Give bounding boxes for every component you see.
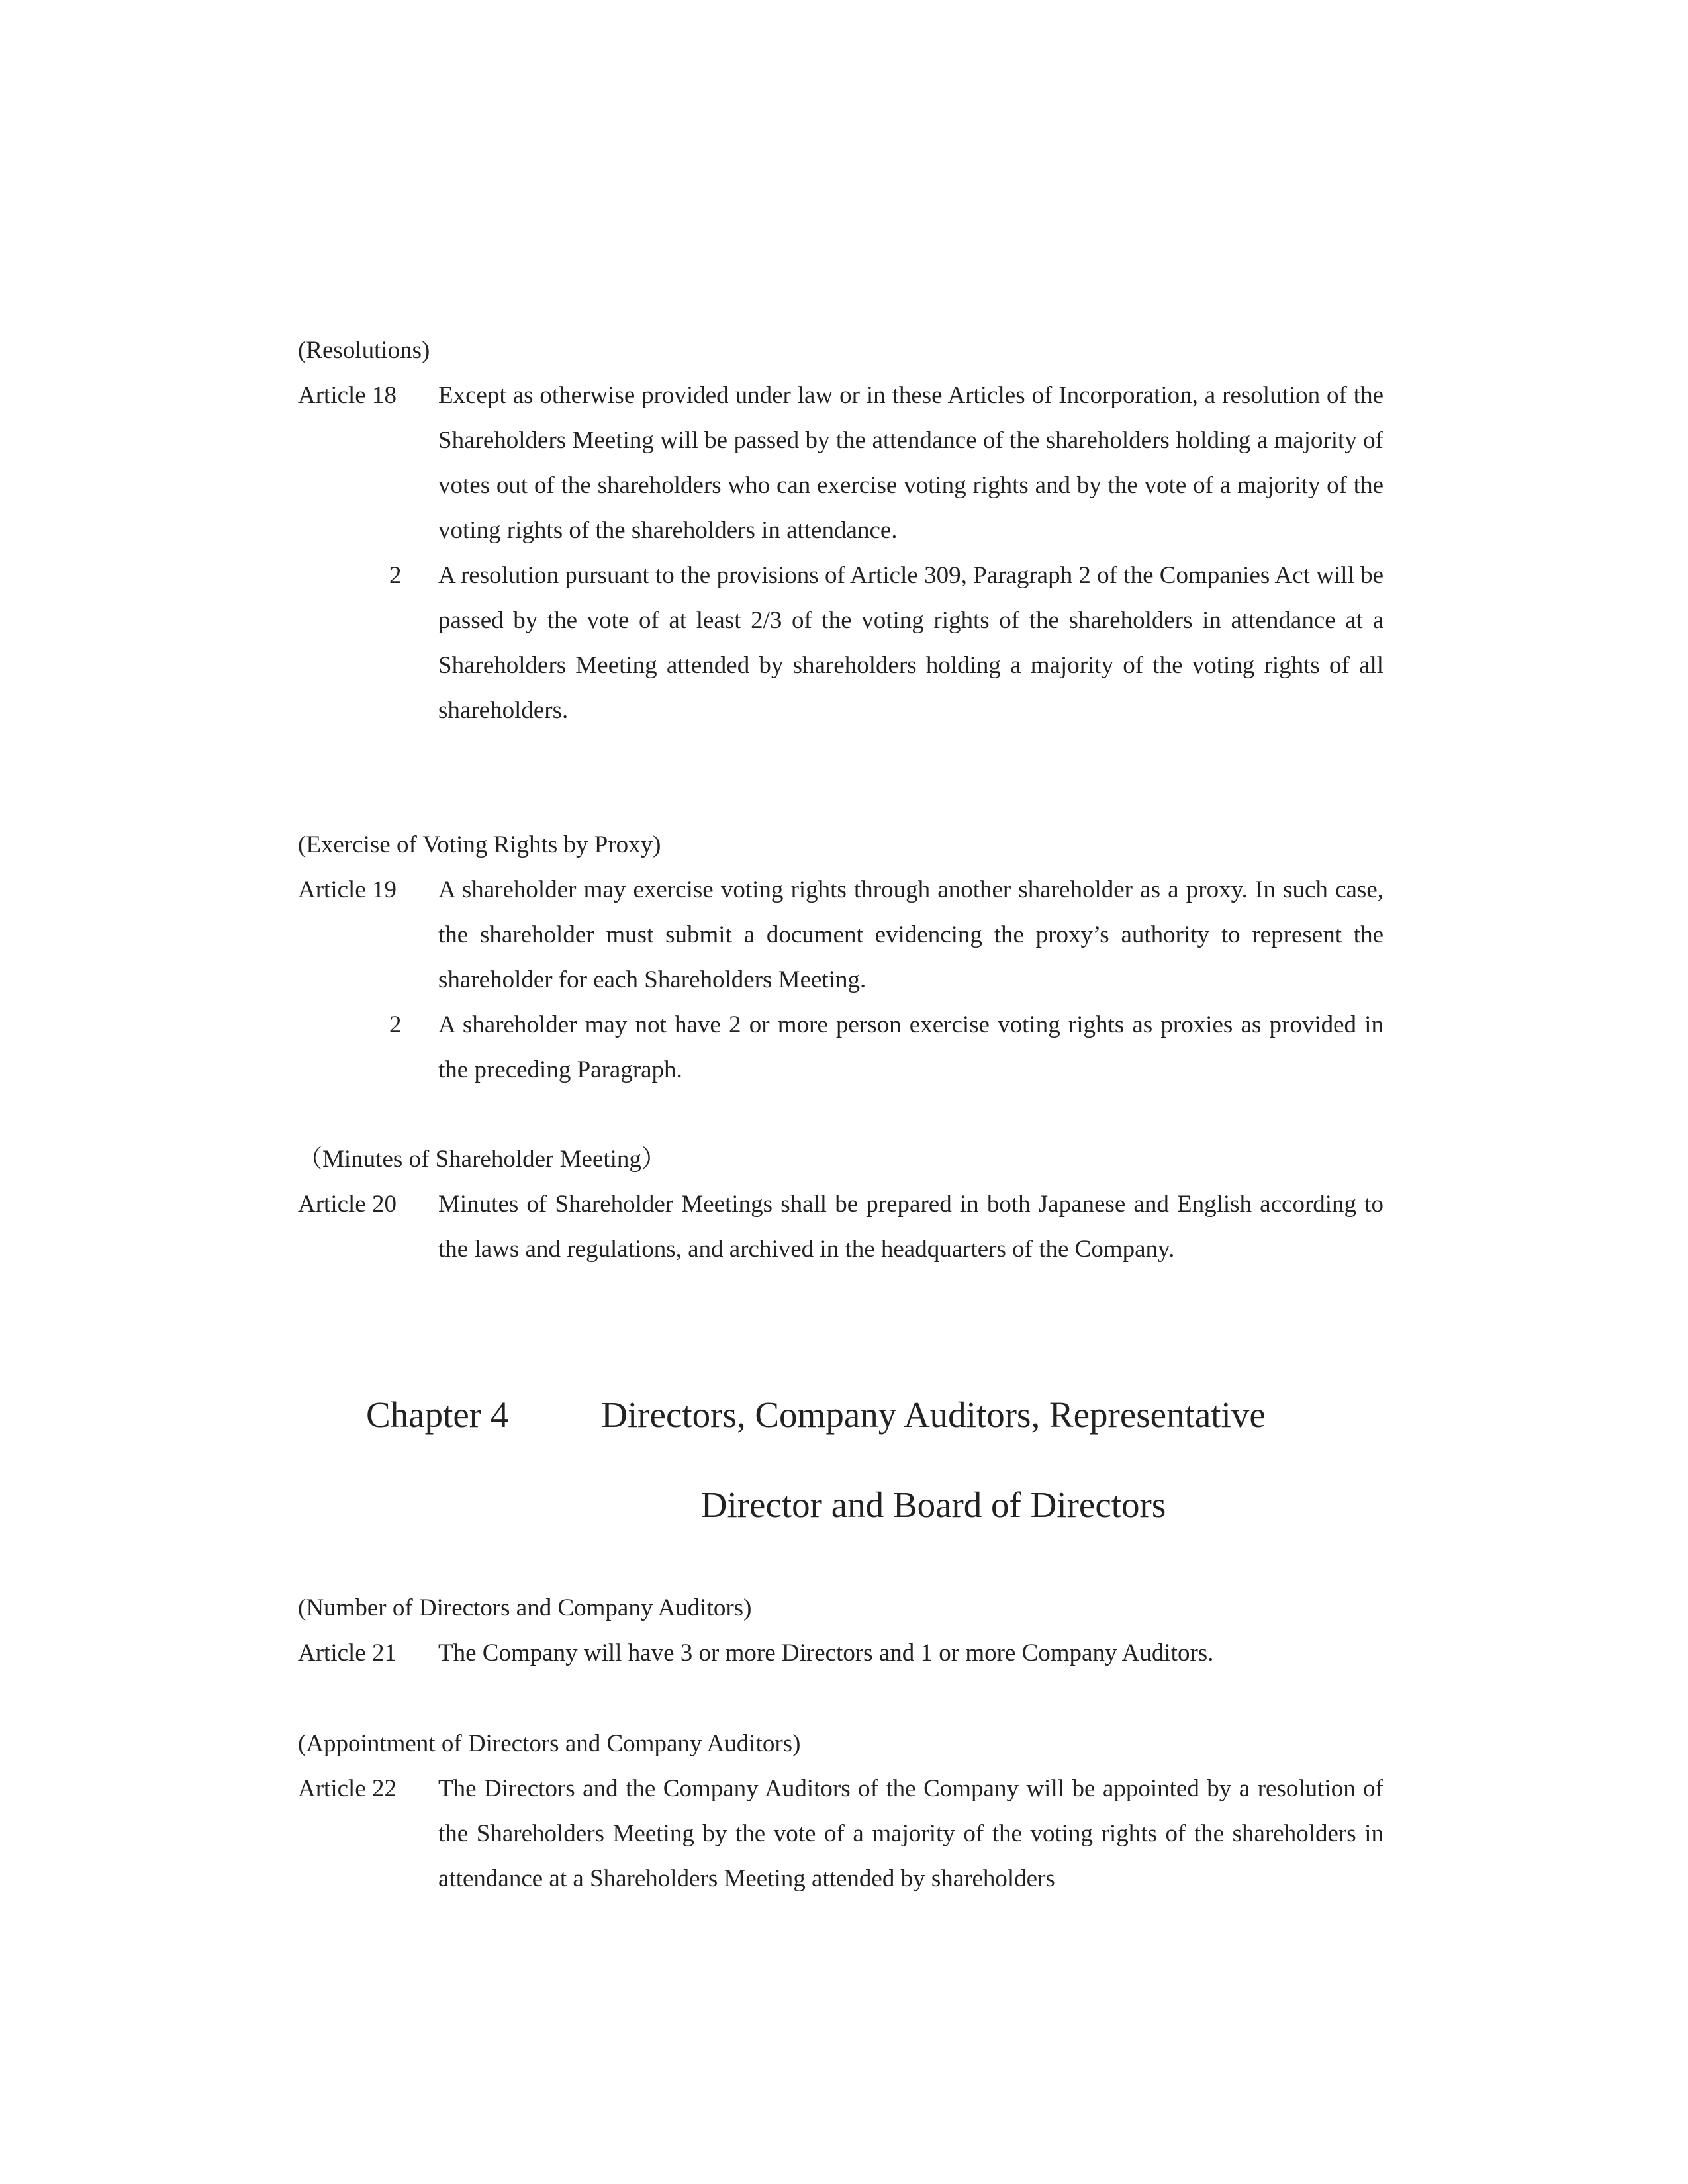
article-text: Minutes of Shareholder Meetings shall be prepared in both Japanese and English according to the laws and regulations, and archived in the headquarters of the Company.	[438, 1191, 1383, 1263]
section-caption: (Exercise of Voting Rights by Proxy)	[298, 831, 661, 858]
section-caption: (Resolutions)	[298, 337, 430, 364]
section-caption: (Number of Directors and Company Auditors)	[298, 1594, 752, 1621]
article-paragraph	[298, 1182, 1383, 1272]
article-number: Article 21	[298, 1639, 397, 1666]
article-text: The Directors and the Company Auditors of the Company will be appointed by a resolution of the Shareholders Meeting by the vote of a majority of the voting rights of the shareholders in attendance at a Shareholders Meeting attended by shareholders	[438, 1775, 1383, 1892]
section-appointment	[298, 1721, 1383, 1901]
paragraph-text: A shareholder may not have 2 or more person exercise voting rights as proxies as provided in the preceding Paragraph.	[438, 1011, 1383, 1083]
article-paragraph	[298, 373, 1383, 553]
article-text: The Company will have 3 or more Directors and 1 or more Company Auditors.	[438, 1639, 1214, 1666]
paragraph-number: 2	[389, 1011, 402, 1038]
chapter-title: Directors, Company Auditors, Representative Director and Board of Directors	[601, 1394, 1266, 1525]
paragraph-text: A resolution pursuant to the provisions of Article 309, Paragraph 2 of the Companies Act will be passed by the vote of at least 2/3 of the voting rights of the shareholders in attendance at a Shareholders Meeting attended by shareholders holding a majority of the voting rights of all shareholders.	[438, 562, 1383, 724]
section-proxy-voting	[298, 823, 1383, 1093]
article-text: A shareholder may exercise voting rights through another shareholder as a proxy. In such case, the shareholder must submit a document evidencing the proxy’s authority to represent the shareholder for each Shareholders Meeting.	[438, 876, 1383, 993]
article-number: Article 18	[298, 382, 397, 409]
article-number: Article 20	[298, 1191, 397, 1218]
chapter-number: Chapter 4	[366, 1394, 509, 1435]
section-caption: (Appointment of Directors and Company Auditors)	[298, 1730, 801, 1757]
article-number: Article 22	[298, 1775, 397, 1802]
section-resolutions	[298, 328, 1383, 733]
article-paragraph	[298, 868, 1383, 1003]
section-caption: （Minutes of Shareholder Meeting）	[298, 1146, 666, 1173]
article-number: Article 19	[298, 876, 397, 903]
article-paragraph	[298, 1766, 1383, 1901]
article-paragraph	[298, 1631, 1383, 1676]
article-paragraph-2	[298, 553, 1383, 733]
article-text: Except as otherwise provided under law or in these Articles of Incorporation, a resolution of the Shareholders Meeting will be passed by the attendance of the shareholders holding a majority of votes out of the shareholders who can exercise voting rights and by the vote of a majority of the voting rights of the shareholders in attendance.	[438, 382, 1383, 544]
section-number-of-directors	[298, 1586, 1383, 1676]
paragraph-number: 2	[389, 562, 402, 589]
section-minutes	[298, 1137, 1383, 1272]
article-paragraph-2	[298, 1003, 1383, 1093]
